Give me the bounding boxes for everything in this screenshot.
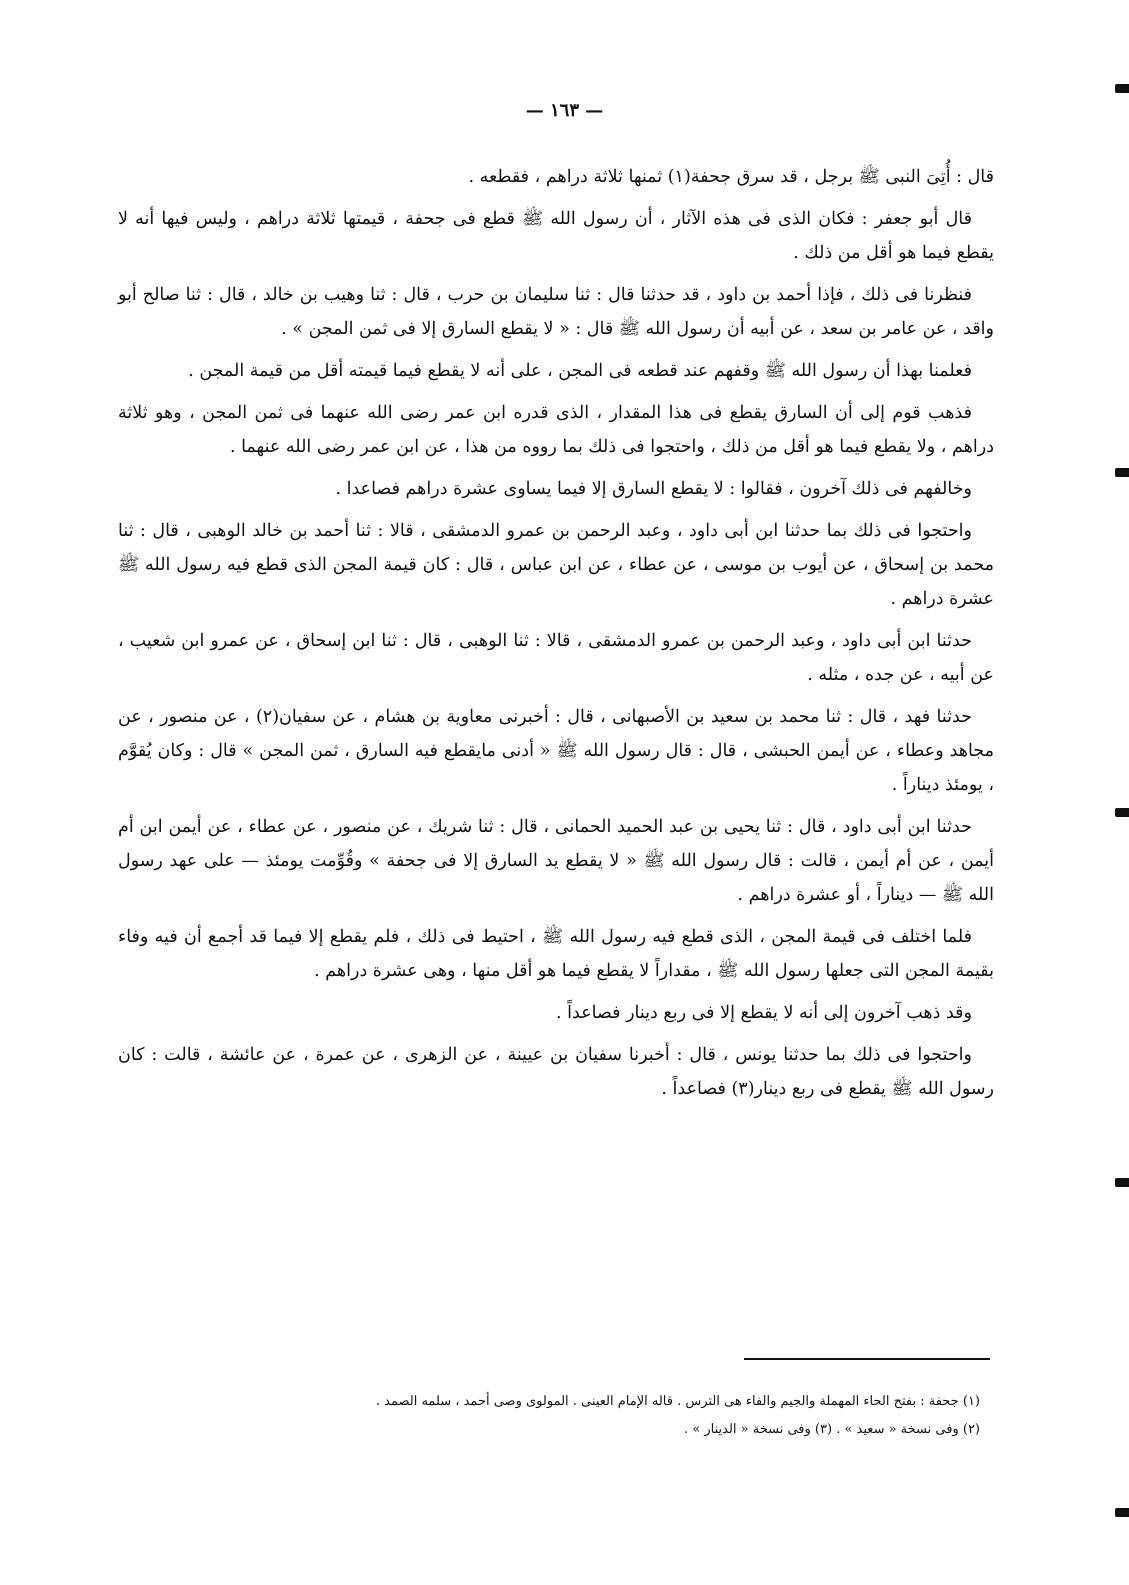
footnote: (١) جحفة : بفتح الحاء المهملة والجيم والفاء هى الترس . قاله الإمام العينى . المولوى وصى أحمد ، سلمه الصمد . — [375, 1394, 980, 1409]
paragraph: فعلمنا بهذا أن رسول الله ﷺ وقفهم عند قطعه فى المجن ، على أنه لا يقطع فيما قيمته أقل من قيمة المجن . — [188, 361, 972, 381]
paragraph: قال أبو جعفر : فكان الذى فى هذه الآثار ، أن رسول الله ﷺ قطع فى جحفة ، قيمتها ثلاثة دراهم ، وليس فيها أنه لا يقطع فيما هو أقل من ذلك . — [118, 209, 994, 263]
scan-edge-mark — [1115, 1178, 1129, 1187]
paragraph: حدثنا ابن أبى داود ، وعبد الرحمن بن عمرو الدمشقى ، قالا : ثنا الوهبى ، قال : ثنا ابن إسحاق ، عن عمرو ابن شعيب ، عن أبيه ، عن جده ، مثله . — [118, 631, 994, 685]
paragraph: حدثنا ابن أبى داود ، قال : ثنا يحيى بن عبد الحميد الحمانى ، قال : ثنا شريك ، عن منصور ، عن عطاء ، عن أيمن ابن أم أيمن ، عن أم أيمن ، قالت : قال رسول الله ﷺ « لا يقطع يد السارق إلا فى جحفة » وقُوِّمت يومئذ — على عهد رسول الله ﷺ — ديناراً ، أو عشرة دراهم . — [118, 817, 994, 905]
paragraph: فذهب قوم إلى أن السارق يقطع فى هذا المقدار ، الذى قدره ابن عمر رضى الله عنهما فى ثمن المجن ، وهو ثلاثة دراهم ، ولا يقطع فيما هو أقل من ذلك ، واحتجوا فى ذلك بما رووه من هذا ، عن ابن عمر رضى الله عنهما . — [118, 403, 994, 457]
scan-edge-mark — [1115, 84, 1129, 93]
paragraph: قال : أُتِىَ النبى ﷺ برجل ، قد سرق جحفة(١) ثمنها ثلاثة دراهم ، فقطعه . — [468, 167, 994, 187]
main-text — [118, 160, 994, 1114]
paragraph: فلما اختلف فى قيمة المجن ، الذى قطع فيه رسول الله ﷺ ، احتيط فى ذلك ، فلم يقطع إلا فيما قد أجمع أن فيه وفاء بقيمة المجن التى جعلها رسول الله ﷺ ، مقداراً لا يقطع فيما هو أقل منها ، وهى عشرة دراهم . — [118, 927, 994, 981]
page-number: — ١٦٣ — — [525, 100, 604, 121]
paragraph: وقد ذهب آخرون إلى أنه لا يقطع إلا فى ربع دينار فصاعداً . — [556, 1003, 972, 1023]
footnote: (٢) وفى نسخة « سعيد » . (٣) وفى نسخة « الدينار » . — [684, 1422, 980, 1437]
footnote-separator — [744, 1358, 990, 1360]
paragraph: فنظرنا فى ذلك ، فإذا أحمد بن داود ، قد حدثنا قال : ثنا سليمان بن حرب ، قال : ثنا وهيب بن خالد ، قال : ثنا صالح أبو واقد ، عن عامر بن سعد ، عن أبيه أن رسول الله ﷺ قال : « لا يقطع السارق إلا فى ثمن المجن » . — [118, 285, 994, 339]
scan-edge-mark — [1115, 808, 1129, 817]
footnotes — [160, 1388, 980, 1444]
paragraph: واحتجوا فى ذلك بما حدثنا يونس ، قال : أخبرنا سفيان بن عيينة ، عن الزهرى ، عن عمرة ، عن عائشة ، قالت : كان رسول الله ﷺ يقطع فى ربع دينار(٣) فصاعداً . — [118, 1045, 994, 1099]
scan-edge-mark — [1115, 468, 1129, 477]
paragraph: وخالفهم فى ذلك آخرون ، فقالوا : لا يقطع السارق إلا فيما يساوى عشرة دراهم فصاعدا . — [335, 479, 972, 499]
scan-edge-mark — [1115, 1508, 1129, 1517]
paragraph: واحتجوا فى ذلك بما حدثنا ابن أبى داود ، وعبد الرحمن بن عمرو الدمشقى ، قالا : ثنا أحمد بن خالد الوهبى ، قال : ثنا محمد بن إسحاق ، عن أيوب بن موسى ، عن عطاء ، عن ابن عباس ، قال : كان قيمة المجن الذى قطع فيه رسول الله ﷺ عشرة دراهم . — [118, 521, 994, 609]
paragraph: حدثنا فهد ، قال : ثنا محمد بن سعيد بن الأصبهانى ، قال : أخبرنى معاوية بن هشام ، عن سفيان(٢) ، عن منصور ، عن مجاهد وعطاء ، عن أيمن الحبشى ، قال : قال رسول الله ﷺ « أدنى مايقطع فيه السارق ، ثمن المجن » قال : وكان يُقوَّم ، يومئذ ديناراً . — [118, 707, 994, 795]
